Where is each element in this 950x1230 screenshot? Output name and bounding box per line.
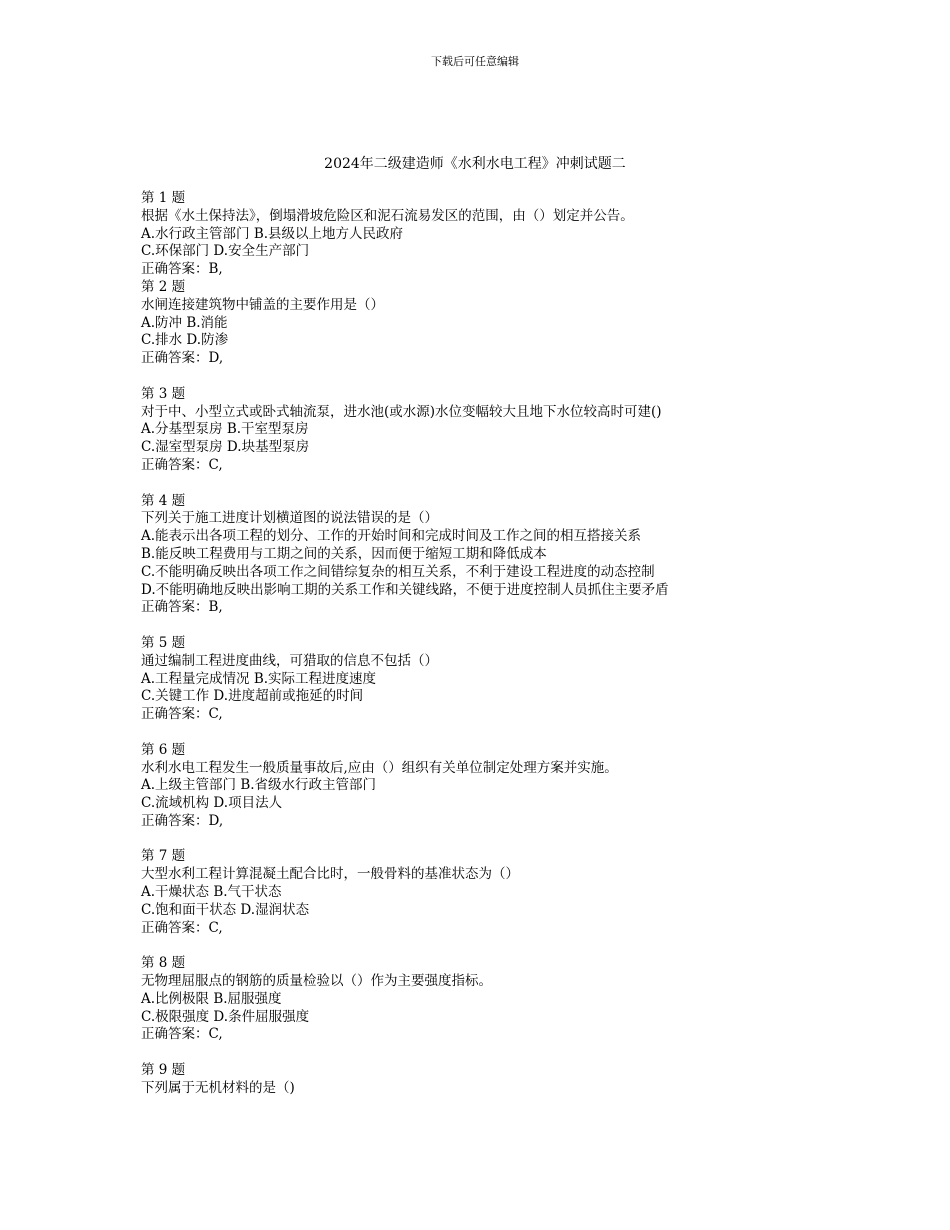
question-option: C.湿室型泵房 D.块基型泵房 xyxy=(141,439,310,456)
spacer xyxy=(141,937,841,955)
question-option: A.水行政主管部门 B.县级以上地方人民政府 xyxy=(141,225,404,242)
spacer xyxy=(141,617,841,635)
question-answer: 正确答案：C, xyxy=(141,919,223,936)
question-answer: 正确答案：C, xyxy=(141,1026,223,1043)
spacer xyxy=(141,1044,841,1062)
question-option: A.干燥状态 B.气干状态 xyxy=(141,884,282,901)
question-stem: 大型水利工程计算混凝土配合比时，一般骨料的基准状态为（） xyxy=(141,866,519,883)
question-answer: 正确答案：D, xyxy=(141,350,224,367)
question-block xyxy=(141,386,841,475)
question-number: 第 8 题 xyxy=(141,955,186,972)
question-option: A.工程量完成情况 B.实际工程进度速度 xyxy=(141,670,377,687)
question-number: 第 4 题 xyxy=(141,492,186,509)
question-stem: 水利水电工程发生一般质量事故后,应由（）组织有关单位制定处理方案并实施。 xyxy=(141,759,618,776)
question-option: A.比例极限 B.屈服强度 xyxy=(141,990,282,1007)
question-option: C.极限强度 D.条件屈服强度 xyxy=(141,1008,310,1025)
question-option: B.能反映工程费用与工期之间的关系，因而便于缩短工期和降低成本 xyxy=(141,545,547,562)
question-number: 第 9 题 xyxy=(141,1062,186,1079)
page-header-note: 下载后可任意编辑 xyxy=(431,55,519,68)
spacer xyxy=(141,831,841,849)
question-block xyxy=(141,742,841,831)
question-option: C.环保部门 D.安全生产部门 xyxy=(141,243,310,260)
question-option: A.分基型泵房 B.干室型泵房 xyxy=(141,421,309,438)
question-block xyxy=(141,493,841,618)
question-option: A.上级主管部门 B.省级水行政主管部门 xyxy=(141,777,377,794)
question-block xyxy=(141,955,841,1044)
question-answer: 正确答案：B, xyxy=(141,261,223,278)
question-stem: 水闸连接建筑物中铺盖的主要作用是（） xyxy=(141,296,384,313)
question-block xyxy=(141,1062,841,1098)
question-stem: 对于中、小型立式或卧式轴流泵，进水池(或水源)水位变幅较大且地下水位较高时可建() xyxy=(141,403,662,420)
question-option: C.饱和面干状态 D.湿润状态 xyxy=(141,901,310,918)
spacer xyxy=(141,724,841,742)
question-block xyxy=(141,279,841,368)
question-stem: 通过编制工程进度曲线，可猎取的信息不包括（） xyxy=(141,652,438,669)
question-option: C.排水 D.防渗 xyxy=(141,332,229,349)
question-answer: 正确答案：D, xyxy=(141,812,224,829)
question-block xyxy=(141,848,841,937)
question-number: 第 1 题 xyxy=(141,190,186,206)
question-stem: 根据《水土保持法》，倒塌滑坡危险区和泥石流易发区的范围，由（）划定并公告。 xyxy=(141,207,634,224)
question-option: A.防冲 B.消能 xyxy=(141,314,228,331)
question-number: 第 2 题 xyxy=(141,278,186,295)
question-number: 第 7 题 xyxy=(141,848,186,865)
question-answer: 正确答案：C, xyxy=(141,706,223,723)
spacer xyxy=(141,475,841,493)
question-number: 第 6 题 xyxy=(141,741,186,758)
question-stem: 下列属于无机材料的是（) xyxy=(141,1079,295,1096)
question-option: A.能表示出各项工程的划分、工作的开始时间和完成时间及工作之间的相互搭接关系 xyxy=(141,528,642,545)
question-answer: 正确答案：B, xyxy=(141,599,223,616)
question-option: C.流域机构 D.项目法人 xyxy=(141,795,283,812)
question-block xyxy=(141,190,841,279)
spacer xyxy=(141,368,841,386)
question-number: 第 5 题 xyxy=(141,634,186,651)
question-option: C.关键工作 D.进度超前或拖延的时间 xyxy=(141,688,364,705)
question-stem: 下列关于施工进度计划横道图的说法错误的是（） xyxy=(141,510,438,527)
question-option: D.不能明确地反映出影响工期的关系工作和关键线路，不便于进度控制人员抓住主要矛盾 xyxy=(141,581,669,598)
question-answer: 正确答案：C, xyxy=(141,456,223,473)
question-option: C.不能明确反映出各项工作之间错综复杂的相互关系，不利于建设工程进度的动态控制 xyxy=(141,563,655,580)
question-number: 第 3 题 xyxy=(141,385,186,402)
question-stem: 无物理屈服点的钢筋的质量检验以（）作为主要强度指标。 xyxy=(141,973,492,990)
question-block xyxy=(141,635,841,724)
document-title: 2024年二级建造师《水利水电工程》冲刺试题二 xyxy=(324,156,626,172)
question-list xyxy=(141,190,841,1098)
